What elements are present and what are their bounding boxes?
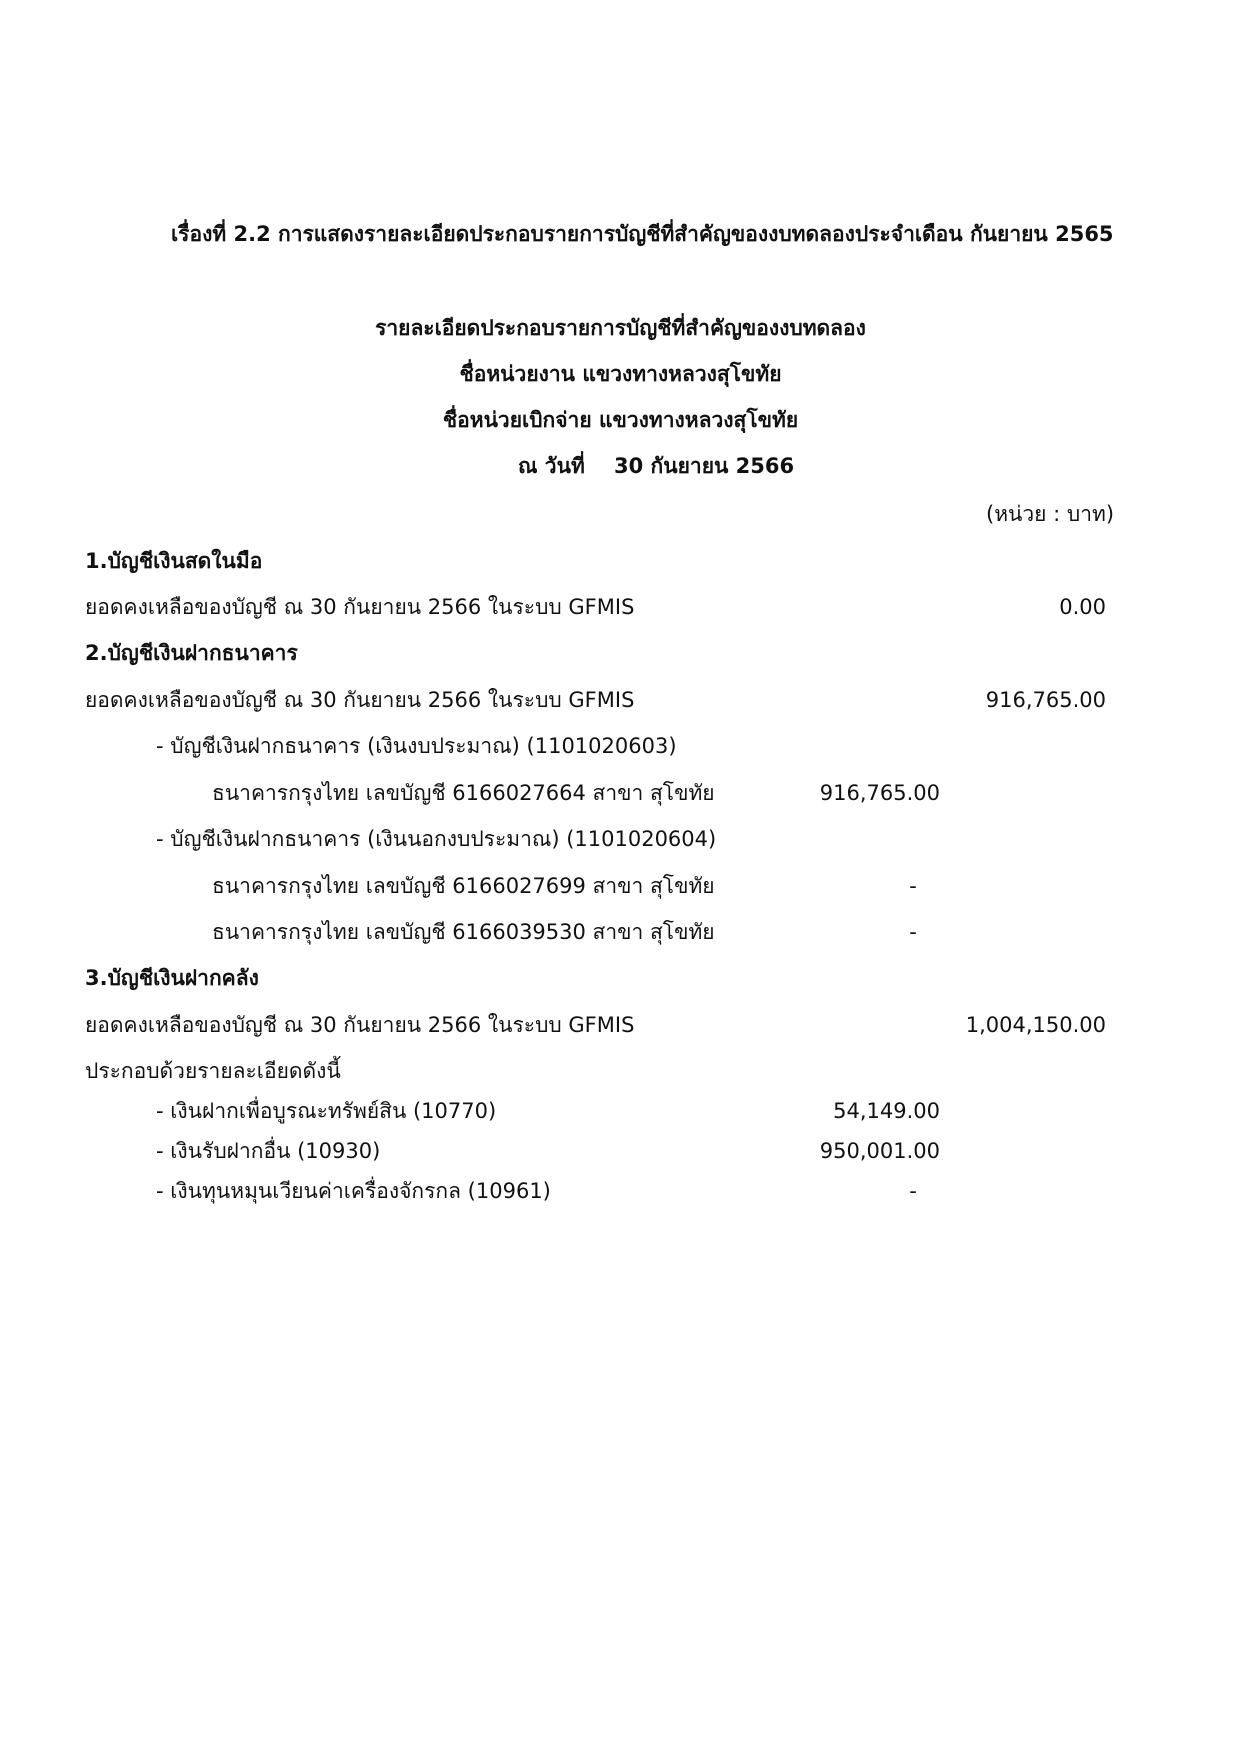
treasury-item-label: - เงินทุนหมุนเวียนค่าเครื่องจักรกล (10961) (156, 1179, 551, 1203)
report-title: รายละเอียดประกอบรายการบัญชีที่สำคัญของงบทดลอง (375, 316, 866, 340)
unit-label: (หน่วย : บาท) (986, 502, 1115, 526)
bank-nonbudget-account-amount-2: - (909, 920, 917, 944)
disbursing-unit-name: ชื่อหน่วยเบิกจ่าย แขวงทางหลวงสุโขทัย (442, 408, 799, 432)
treasury-item-amount: - (909, 1179, 917, 1203)
bank-budget-account-line: ธนาคารกรุงไทย เลขบัญชี 6166027664 สาขา สุโขทัย (212, 781, 715, 805)
section-treasury-balance-value: 1,004,150.00 (965, 1013, 1106, 1037)
agency-name: ชื่อหน่วยงาน แขวงทางหลวงสุโขทัย (459, 362, 782, 386)
bank-budget-account-amount: 916,765.00 (819, 781, 940, 805)
bank-nonbudget-account-line-2: ธนาคารกรุงไทย เลขบัญชี 6166039530 สาขา สุโขทัย (212, 920, 715, 944)
report-date-value: 30 กันยายน 2566 (614, 454, 795, 478)
treasury-item-label: - เงินฝากเพื่อบูรณะทรัพย์สิน (10770) (156, 1099, 497, 1123)
section-bank-balance-label: ยอดคงเหลือของบัญชี ณ 30 กันยายน 2566 ในระบบ GFMIS (85, 688, 635, 712)
treasury-item-amount: 950,001.00 (819, 1139, 940, 1163)
bank-budget-account-label: - บัญชีเงินฝากธนาคาร (เงินงบประมาณ) (1101020603) (156, 734, 677, 758)
bank-nonbudget-account-line-1: ธนาคารกรุงไทย เลขบัญชี 6166027699 สาขา สุโขทัย (212, 874, 715, 898)
section-bank-title: 2.บัญชีเงินฝากธนาคาร (85, 641, 298, 665)
report-date-label: ณ วันที่ (518, 454, 585, 478)
treasury-item-label: - เงินรับฝากอื่น (10930) (156, 1139, 381, 1163)
section-cash-balance-value: 0.00 (1059, 595, 1106, 619)
bank-nonbudget-account-label: - บัญชีเงินฝากธนาคาร (เงินนอกงบประมาณ) (1101020604) (156, 827, 717, 851)
section-treasury-detail-intro: ประกอบด้วยรายละเอียดดังนี้ (85, 1059, 341, 1083)
subject-line: เรื่องที่ 2.2 การแสดงรายละเอียดประกอบรายการบัญชีที่สำคัญของงบทดลองประจำเดือน กันยายน 2565 (171, 222, 1114, 246)
treasury-item-amount: 54,149.00 (833, 1099, 940, 1123)
section-cash-title: 1.บัญชีเงินสดในมือ (85, 549, 263, 573)
section-treasury-balance-label: ยอดคงเหลือของบัญชี ณ 30 กันยายน 2566 ในระบบ GFMIS (85, 1013, 635, 1037)
section-cash-balance-label: ยอดคงเหลือของบัญชี ณ 30 กันยายน 2566 ในระบบ GFMIS (85, 595, 635, 619)
bank-nonbudget-account-amount-1: - (909, 874, 917, 898)
section-bank-balance-value: 916,765.00 (985, 688, 1106, 712)
section-treasury-title: 3.บัญชีเงินฝากคลัง (85, 966, 259, 990)
